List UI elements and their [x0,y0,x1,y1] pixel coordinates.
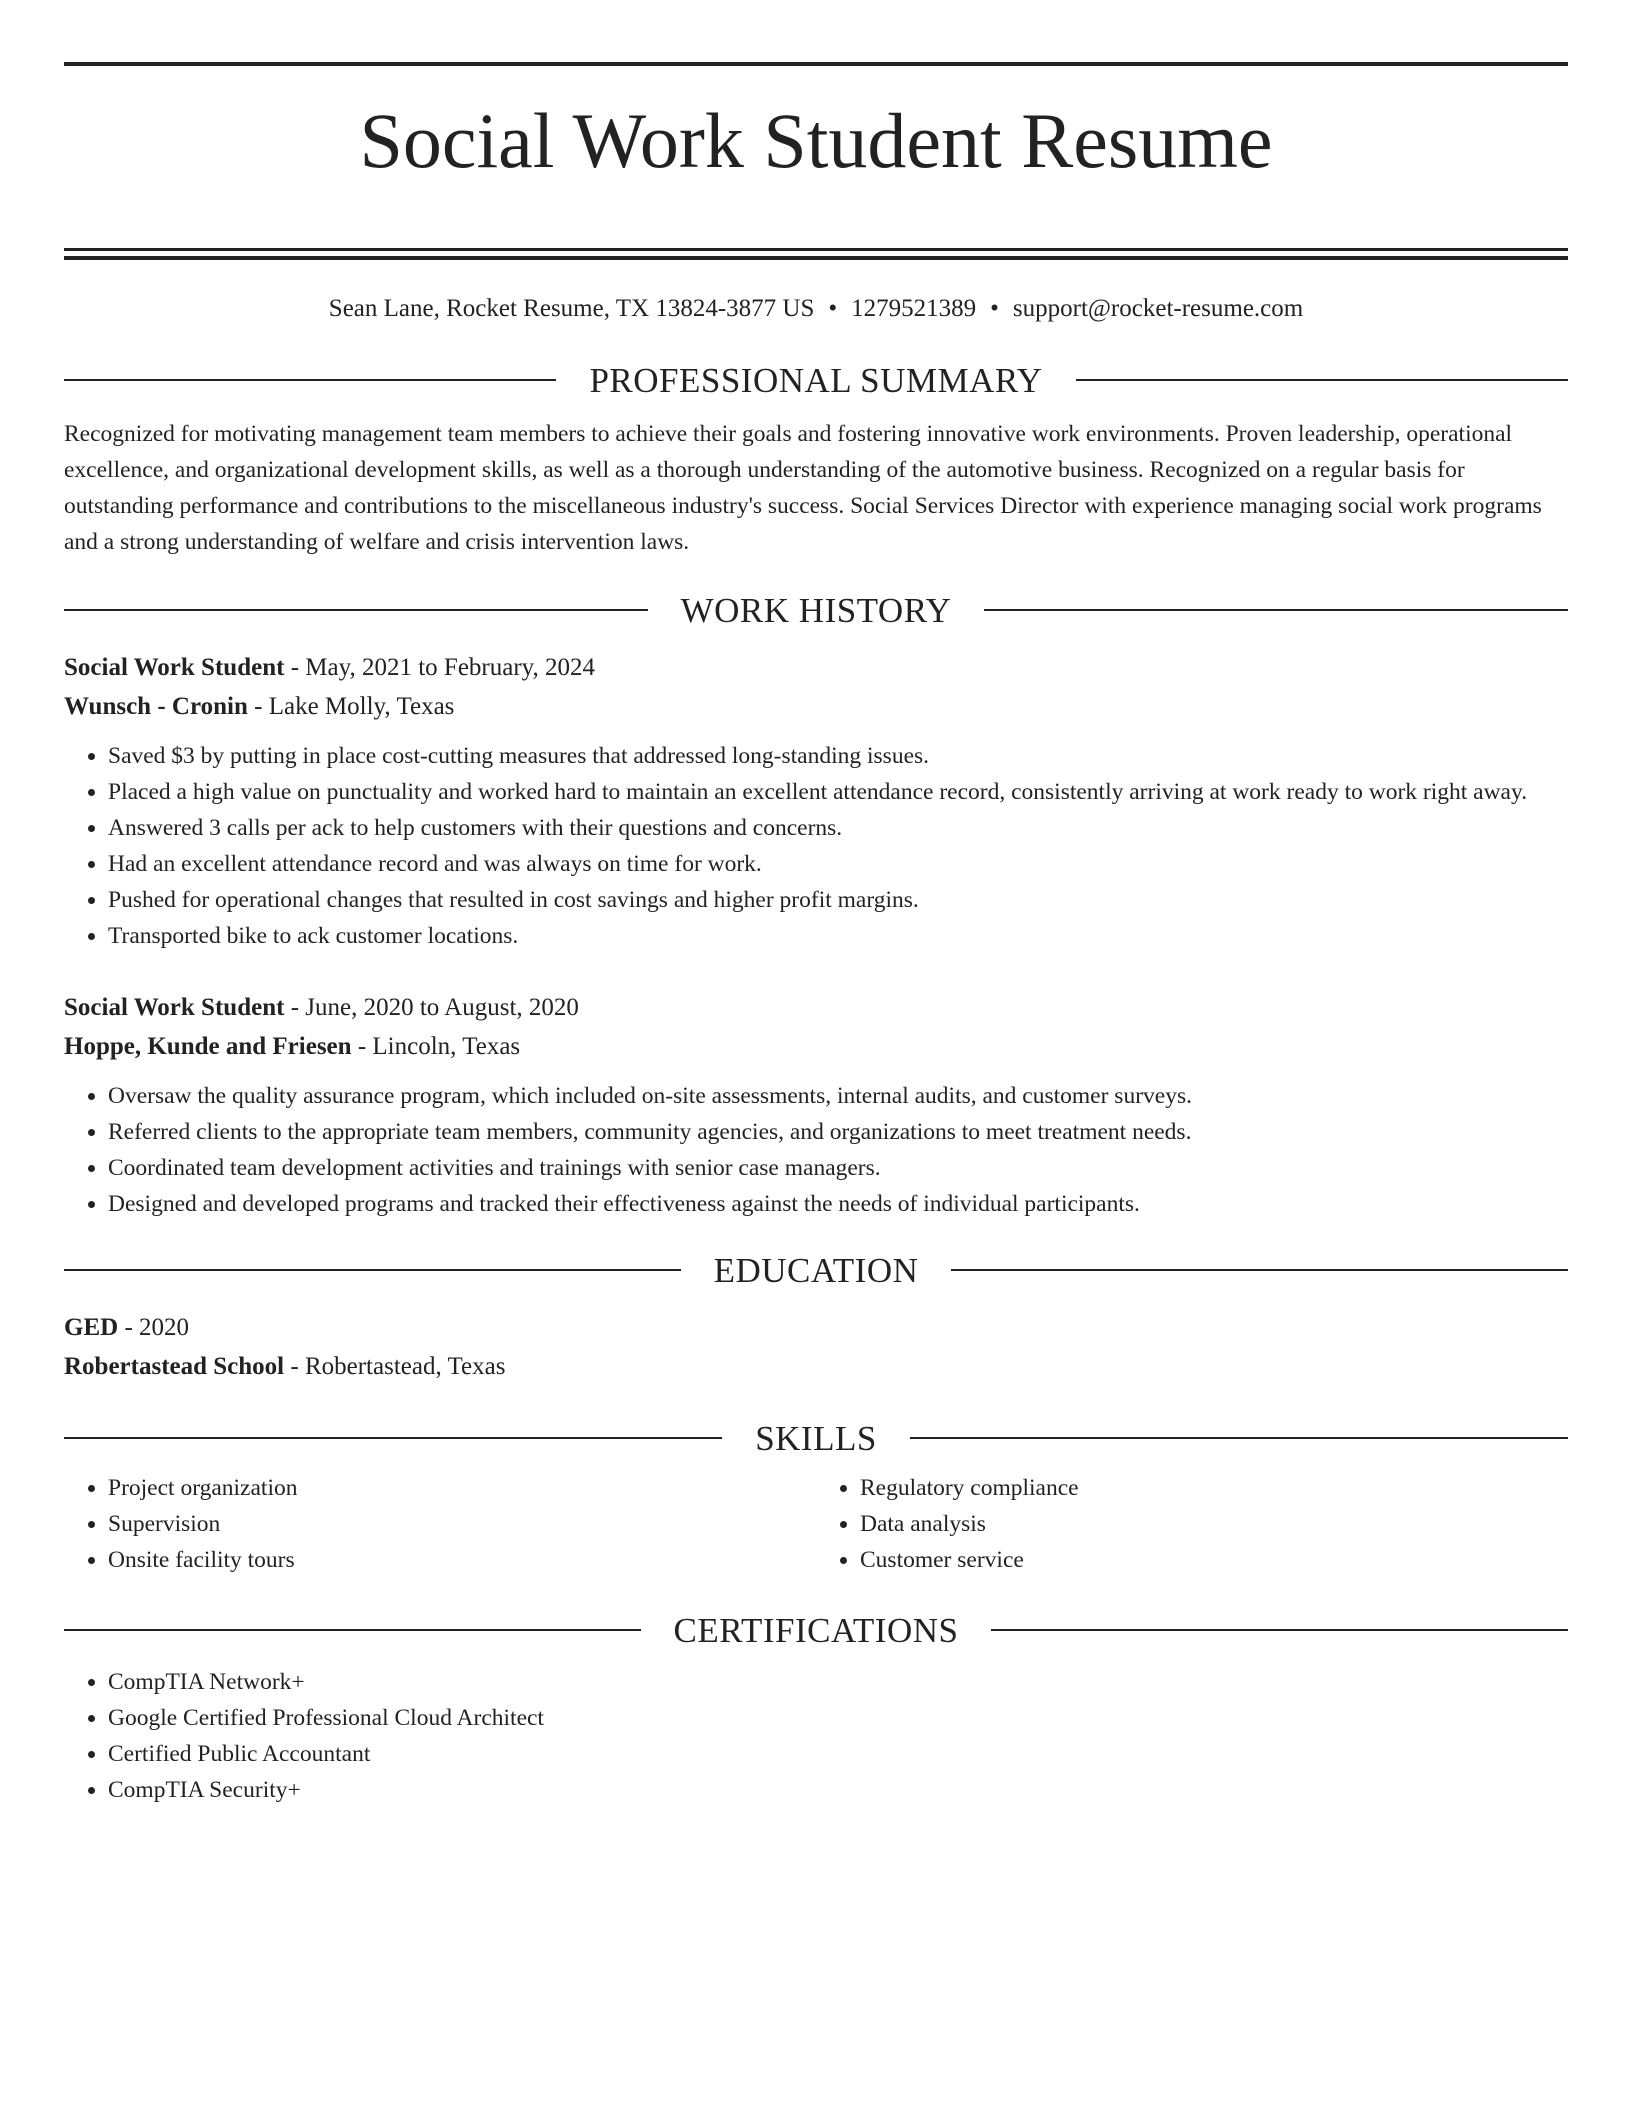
job-entry [64,648,1568,954]
list-item: • Referred clients to the appropriate team members, community agencies, and organizations to meet treatment needs. [108,1114,1568,1150]
list-item: • Designed and developed programs and tracked their effectiveness against the needs of individual participants. [108,1186,1568,1222]
resume-page [64,0,1568,1808]
list-item: • Regulatory compliance [860,1470,1568,1506]
contact-separator: • [990,295,999,322]
skills-right-column [816,1470,1568,1578]
job-location: - Lake Molly, Texas [247,693,455,720]
summary-text: Recognized for motivating management team members to achieve their goals and fostering innovative work environments. Proven leadership, operational excellence, and organizational development skills, as well as a thorough understanding of the automotive business. Recognized on a regular basis for outstanding performance and contributions to the miscellaneous industry's success. Social Services Director with experience managing social work programs and a strong understanding of welfare and crisis intervention laws. [64,421,1542,555]
heading-rule-right [984,609,1568,611]
list-item: • CompTIA Network+ [108,1664,1568,1700]
education-entry [64,1308,1568,1386]
heading-rule-left [64,1629,641,1631]
list-item: • Transported bike to ack customer locations. [108,918,1568,954]
school-line [64,1347,1568,1386]
contact-address: Sean Lane, Rocket Resume, TX 13824-3877 US [328,295,815,322]
certifications-list [64,1664,1568,1808]
section-title: CERTIFICATIONS [673,1610,959,1650]
list-item: • Coordinated team development activities and trainings with senior case managers. [108,1150,1568,1186]
list-item: • CompTIA Security+ [108,1772,1568,1808]
list-item: • Had an excellent attendance record and was always on time for work. [108,846,1568,882]
contact-separator: • [828,295,838,322]
top-rule [64,62,1568,66]
job-entry [64,988,1568,1222]
job-title: Social Work Student [64,994,285,1021]
job-title-line [64,648,1568,687]
school-location: - Robertastead, Texas [284,1353,506,1380]
page-title: Social Work Student Resume [359,97,1273,184]
skills-left-column [64,1470,816,1578]
list-item: • Certified Public Accountant [108,1736,1568,1772]
job-title: Social Work Student [64,654,285,681]
heading-rule-right [951,1269,1568,1271]
list-item: • Onsite facility tours [108,1542,816,1578]
degree-line [64,1308,1568,1347]
section-title: WORK HISTORY [680,590,952,630]
heading-rule-right [910,1437,1568,1439]
skills-grid [64,1470,1568,1578]
list-item: • Oversaw the quality assurance program, which included on-site assessments, internal audits, and customer surveys. [108,1078,1568,1114]
section-title: EDUCATION [713,1250,919,1290]
job-location: - Lincoln, Texas [351,1033,521,1060]
contact-phone: 1279521389 [851,295,977,322]
heading-rule-right [1076,379,1568,381]
list-item: • Data analysis [860,1506,1568,1542]
contact-email: support@rocket-resume.com [1012,295,1304,322]
section-heading-certifications [64,1608,1568,1652]
heading-rule-left [64,609,648,611]
list-item: • Project organization [108,1470,816,1506]
heading-rule-left [64,1437,722,1439]
list-item: • Answered 3 calls per ack to help customers with their questions and concerns. [108,810,1568,846]
heading-rule-left [64,1269,681,1271]
degree-year: - 2020 [118,1314,190,1341]
list-item: • Placed a high value on punctuality and worked hard to maintain an excellent attendance record, consistently arriving at work ready to work right away. [108,774,1568,810]
section-title: PROFESSIONAL SUMMARY [589,360,1043,400]
job-bullets [64,738,1568,954]
degree: GED [64,1314,119,1341]
heading-rule-left [64,379,556,381]
list-item: • Google Certified Professional Cloud Architect [108,1700,1568,1736]
list-item: • Supervision [108,1506,816,1542]
job-company-line [64,1027,1568,1066]
job-company-line [64,687,1568,726]
school-name: Robertastead School [64,1353,285,1380]
list-item: • Saved $3 by putting in place cost-cutting measures that addressed long-standing issues. [108,738,1568,774]
job-dates: - May, 2021 to February, 2024 [284,654,596,681]
job-title-line [64,988,1568,1027]
list-item: • Customer service [860,1542,1568,1578]
heading-rule-right [991,1629,1568,1631]
job-dates: - June, 2020 to August, 2020 [284,994,579,1021]
section-heading-work [64,588,1568,632]
section-heading-skills [64,1416,1568,1460]
section-heading-education [64,1248,1568,1292]
section-heading-summary [64,358,1568,402]
job-company: Wunsch - Cronin [64,693,248,720]
list-item: • Pushed for operational changes that resulted in cost savings and higher profit margins. [108,882,1568,918]
contact-line [64,294,1568,324]
section-title: SKILLS [755,1418,877,1458]
job-bullets [64,1078,1568,1222]
job-company: Hoppe, Kunde and Friesen [64,1033,352,1060]
title-double-rule [64,248,1568,260]
